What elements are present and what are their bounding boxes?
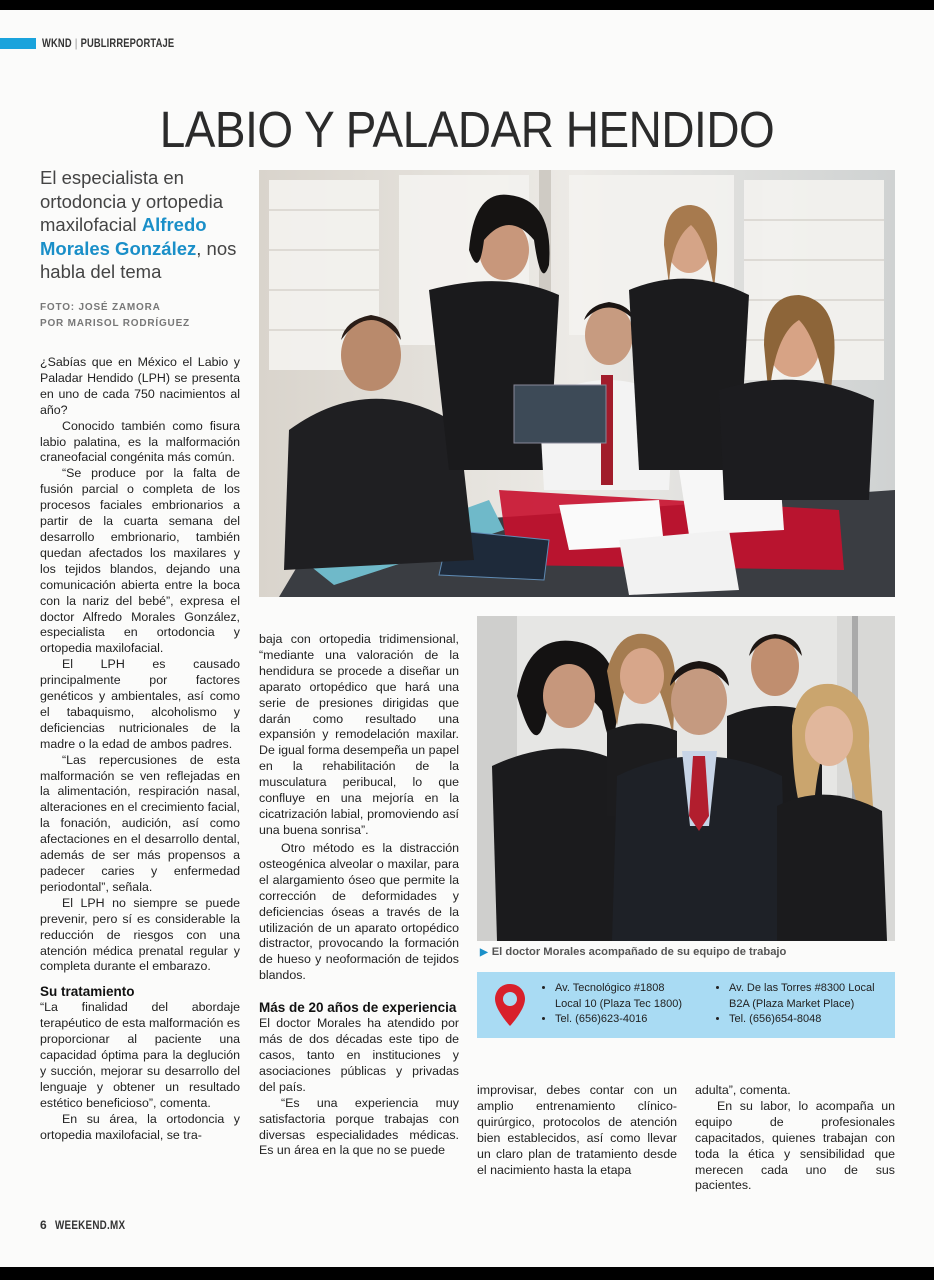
locations-box	[477, 972, 895, 1038]
location-2-address	[729, 981, 885, 1012]
paragraph: El LPH es causado principalmente por factores genéticos y ambientales, así como el tabaquismo, alcoholismo y deficiencias nutricionales de la madre o la edad de ambos padres.	[40, 657, 240, 751]
photo-credit: FOTO: JOSÉ ZAMORA	[40, 302, 161, 313]
section-label	[42, 36, 174, 50]
location-2	[715, 981, 885, 1028]
magazine-page	[0, 10, 934, 1267]
paragraph: ¿Sabías que en México el Labio y Paladar Hendido (LPH) se presenta en uno de cada 750 nacimientos al año?	[40, 355, 240, 417]
paragraph: Conocido también como fisura labio palatina, es la malformación craneofacial congénita más común.	[40, 418, 240, 465]
subheading-experiencia: Más de 20 años de experiencia	[259, 1000, 457, 1016]
location-1	[541, 981, 691, 1028]
headline: LABIO Y PALADAR HENDIDO	[159, 101, 775, 158]
page-number: 6	[40, 1218, 47, 1232]
address-line: Av. De las Torres #8300 Local	[729, 982, 875, 994]
photo-caption	[480, 946, 895, 958]
deck	[40, 166, 250, 284]
footer-brand: WEEKEND.MX	[54, 1218, 125, 1232]
paragraph: El doctor Morales ha atendido por más de dos décadas este tipo de casos, tanto en instituciones y asociaciones públicas y privadas del país.	[259, 1016, 459, 1094]
triangle-right-icon: ▶	[480, 947, 488, 958]
author-credit: POR MARISOL RODRÍGUEZ	[40, 318, 190, 329]
specialist-name: Alfredo Morales González	[40, 214, 207, 259]
paragraph-continues: En su área, la ortodoncia y ortopedia maxilofacial, se tra-	[40, 1111, 240, 1142]
location-1-address	[555, 981, 691, 1012]
paragraph: En su labor, lo acompaña un equipo de profesionales capacitados, quienes trabajan con toda la ética y sensibilidad que merecen cada uno de sus pacientes.	[695, 1098, 895, 1193]
section-name: WKND	[42, 36, 72, 50]
paragraph: “Se produce por la falta de fusión parcial o completa de los procesos faciales embrionarios a partir de la cuarta semana del desarrollo embrionario, también quedan afectados los maxilares y los tejidos blandos, dejando una comunicación abierta entre la boca con la nariz del bebé”, expresa el doctor Alfredo Morales González, especialista en ortodoncia y ortopedia maxilofacial.	[40, 466, 240, 656]
article-column-1	[40, 355, 240, 1144]
paragraph: “Es una experiencia muy satisfactoria porque trabajas con diversas especialidades médicas. Es un área en la que no se puede	[259, 1095, 459, 1158]
paragraph: Otro método es la distracción osteogénica alveolar o maxilar, para el alargamiento óseo que permite la corrección de deformidades y deficiencias óseas a través de la utilización de un aparato ortopédico distractor, provocando la formación de hueso y neoformación de tejidos blandos.	[259, 841, 459, 983]
address-line: Local 10 (Plaza Tec 1800)	[555, 997, 682, 1010]
paragraph: “La finalidad del abordaje terapéutico de esta malformación es proporcionar al paciente una capacidad óptima para la deglución y succión, mejorar su desarrollo del lenguaje y obtener un resultado estético beneficioso”, comenta.	[40, 1000, 240, 1110]
deck-text-end: , nos habla del tema	[40, 237, 237, 282]
paragraph-continued: improvisar, debes contar con un amplio entrenamiento clínico-quirúrgico, protocolos de atención bien establecidos, así como llevar un claro plan de tratamiento desde el nacimiento hasta la etapa	[477, 1083, 677, 1177]
team-at-table-photo	[259, 170, 895, 597]
credits	[40, 300, 250, 332]
caption-text: El doctor Morales acompañado de su equipo de trabajo	[491, 946, 787, 958]
section-accent-bar	[0, 38, 36, 49]
team-at-table-illustration	[259, 170, 895, 597]
subheading-tratamiento: Su tratamiento	[40, 984, 135, 1000]
deck-text: El especialista en ortodoncia y ortopedia maxilofacial	[40, 167, 224, 235]
team-group-illustration	[477, 616, 895, 941]
address-line: Av. Tecnológico #1808	[555, 982, 665, 994]
location-1-phone: • Tel. (656)623-4016	[555, 1012, 691, 1028]
paragraph: El LPH no siempre se puede prevenir, pero sí es considerable la reducción de riesgos con una atención médica prenatal regular y completa durante el embarazo.	[40, 895, 240, 974]
section-separator: |	[74, 36, 78, 50]
map-pin-icon	[493, 982, 527, 1028]
subsection-name: PUBLIRREPORTAJE	[80, 36, 175, 50]
paragraph: “Las repercusiones de esta malformación se ven reflejadas en la alimentación, respiración nasal, alteraciones en el crecimiento facial, la fonación, audición, así como afectaciones en el desarrollo dental, además de ser más propensos a padecer caries y enfermedad periodontal”, señala.	[40, 752, 240, 894]
team-group-photo	[477, 616, 895, 941]
paragraph-continued: baja con ortopedia tridimensional, “mediante una valoración de la hendidura se procede a diseñar un aparato ortopédico que hará una serie de presiones dirigidas que darán como resultado una expansión y remodelación maxilar. De igual forma desempeña un papel en la rehabilitación de la musculatura peribucal, lo que confluye en una mejoría en la cicatrización labial, promoviendo así una buena sonrisa”.	[259, 632, 459, 837]
article-column-2	[259, 632, 459, 1160]
article-column-3	[477, 1083, 677, 1179]
location-2-phone: • Tel. (656)654-8048	[729, 1012, 885, 1028]
paragraph-continued: adulta”, comenta.	[695, 1083, 791, 1097]
article-column-4	[695, 1083, 895, 1194]
page-footer	[40, 1218, 140, 1232]
address-line: B2A (Plaza Market Place)	[729, 997, 855, 1010]
